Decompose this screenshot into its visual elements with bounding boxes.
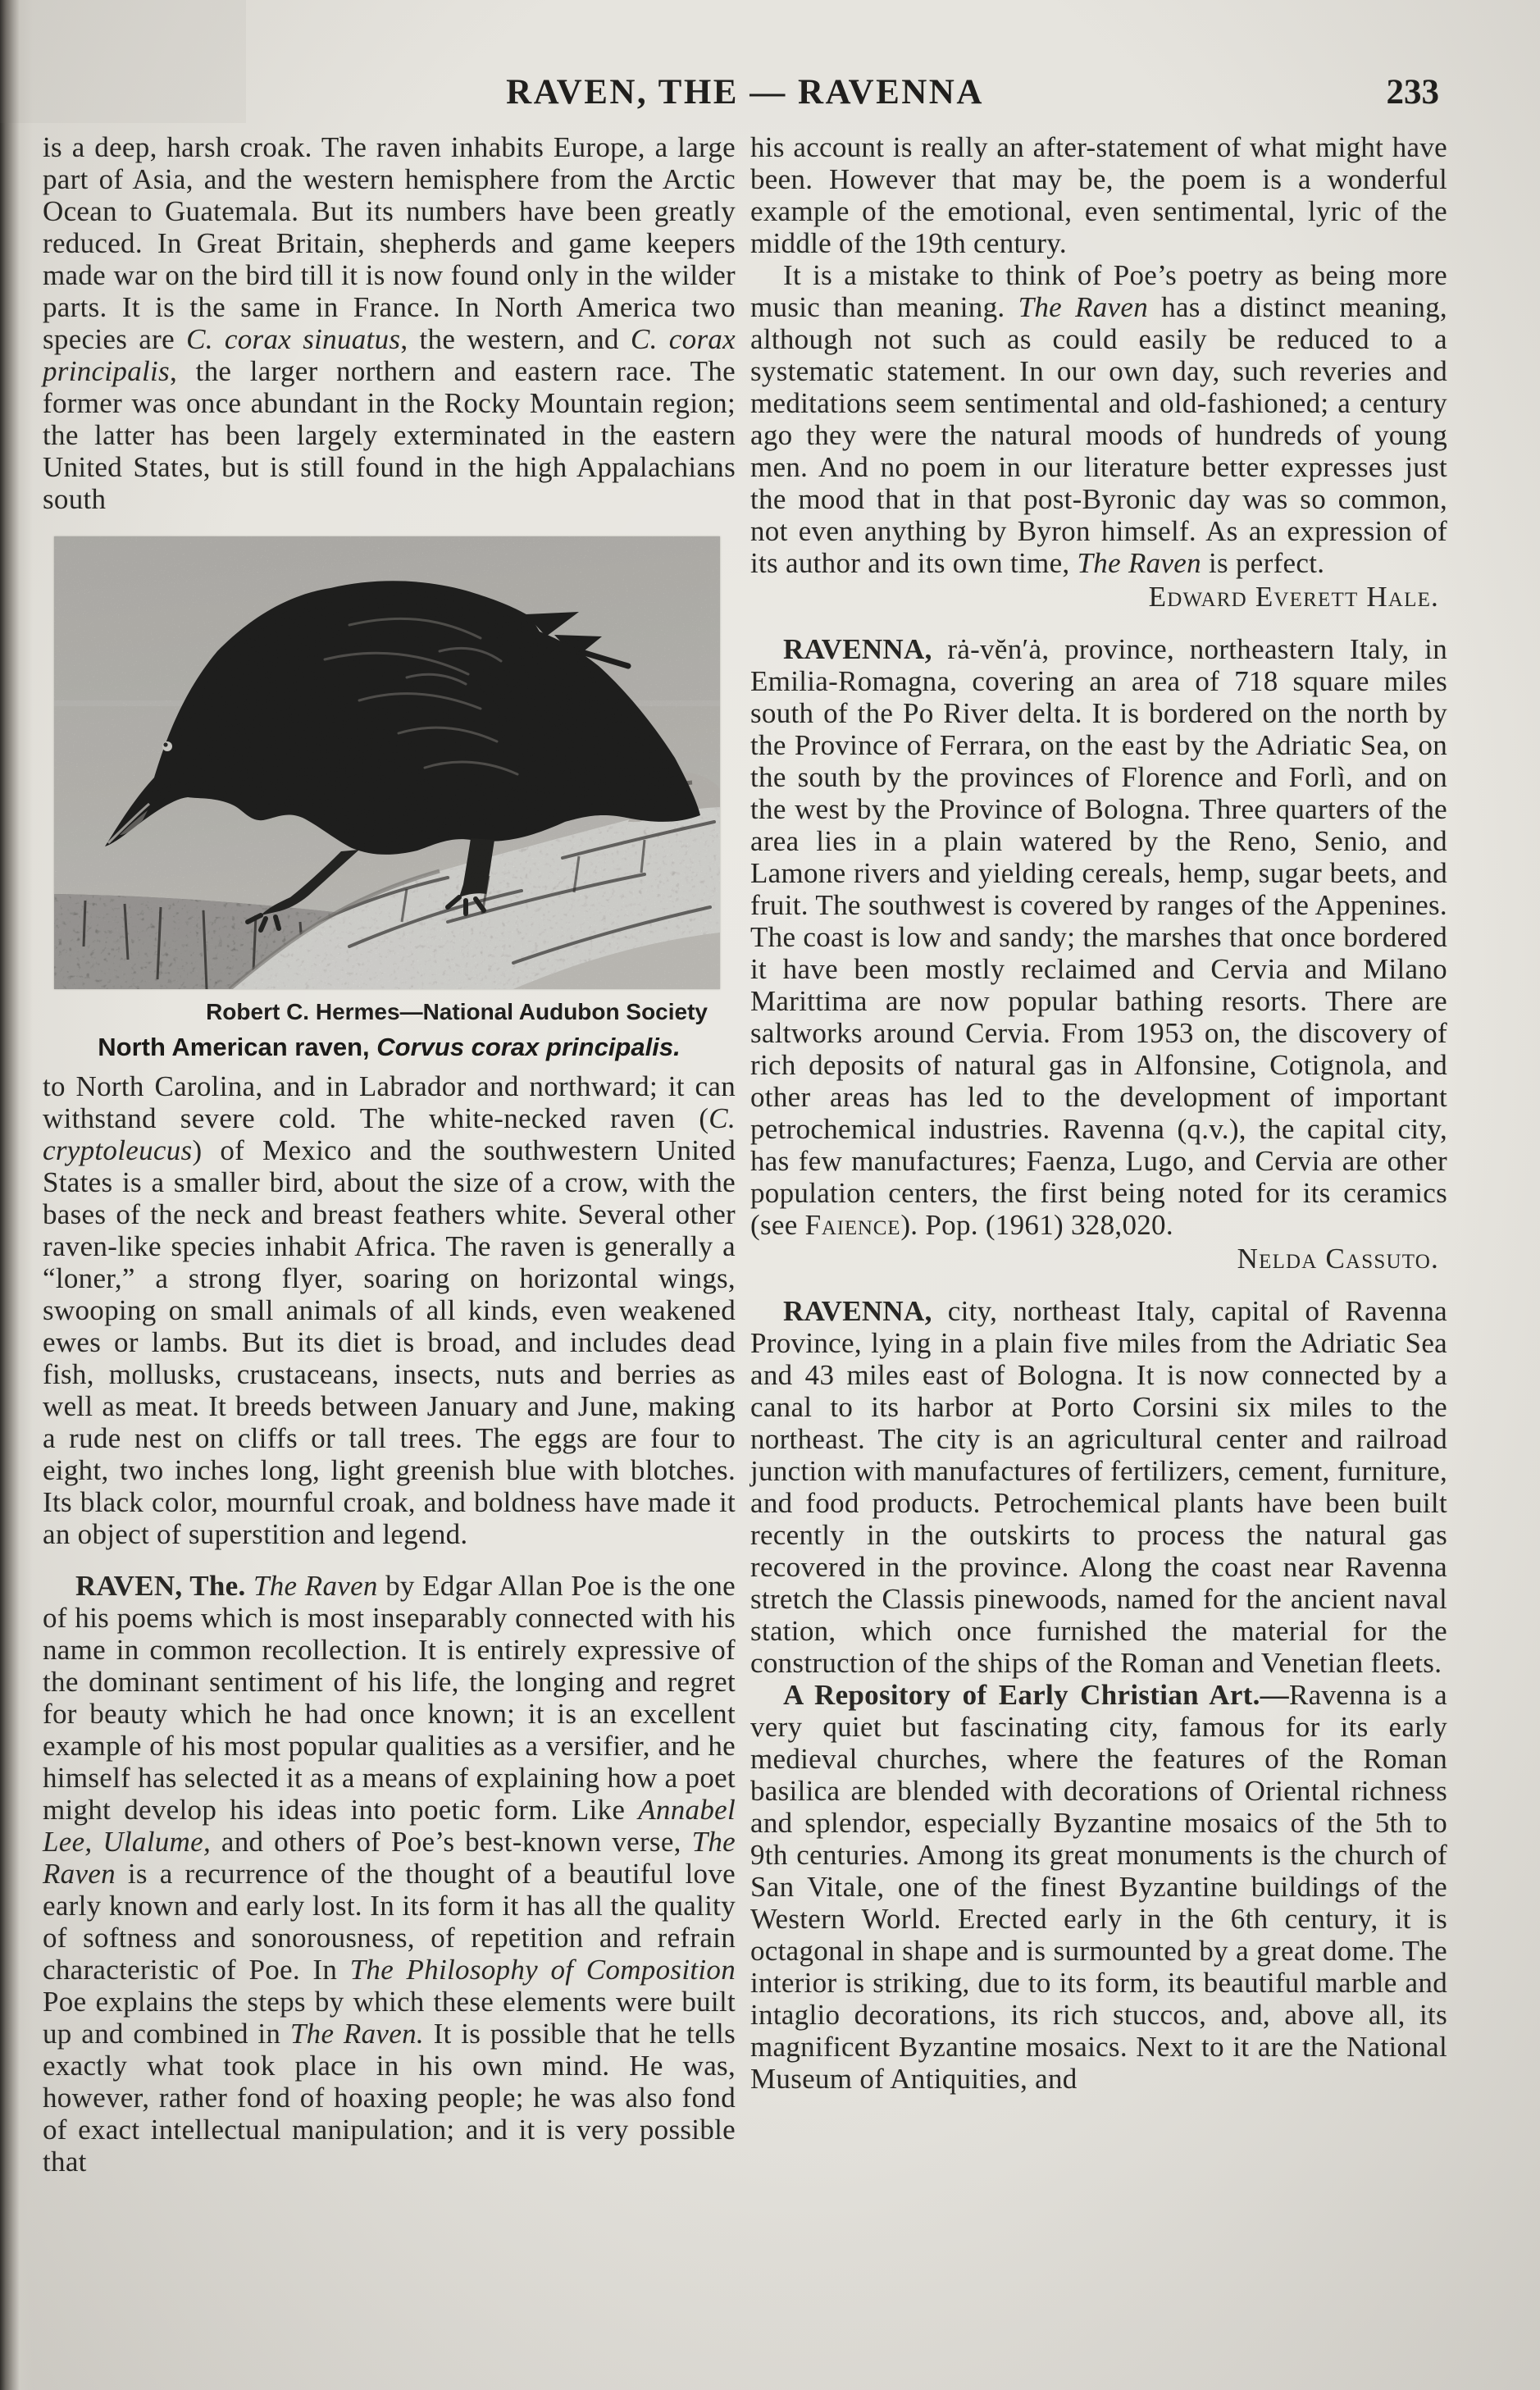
running-header	[43, 72, 1447, 123]
entry-ravenna-province: RAVENNA, rȧ-vĕn′ȧ, province, northeastern Italy, in Emilia-Romagna, covering an area of 718 square miles south of the Po River delta. It is bordered on the north by the Province of Ferrara, on the east by the Adriatic Sea, on the south by the provinces of Florence and Forlì, and on the west by the Province of Bologna. Three quarters of the area lies in a plain watered by the Reno, Senio, and Lamone rivers and yielding cereals, hemp, sugar beets, and fruit. The southwest is covered by ranges of the Appenines. The coast is low and sandy; the marshes that once bordered it have been mostly reclaimed and Cervia and Milano Marittima are now popular bathing resorts. There are saltworks around Cervia. From 1953 on, the discovery of rich deposits of natural gas in Alfonsine, Cotignola, and other areas has led to the development of important petrochemical industries. Ravenna (q.v.), the capital city, has few manufactures; Faenza, Lugo, and Cervia are other population centers, the first being noted for its ceramics (see Faience). Pop. (1961) 328,020.	[750, 633, 1447, 1241]
raven-photo-figure	[43, 536, 736, 1062]
photo-caption-block	[43, 999, 736, 1062]
paragraph-raven-habitat: is a deep, harsh croak. The raven inhabits Europe, a large part of Asia, and the western hemisphere from the Arctic Ocean to Guatemala. But its numbers have been greatly reduced. In Great Britain, shepherds and game keepers made war on the bird till it is now found only in the wilder parts. It is the same in France. In North America two species are C. corax sinuatus, the western, and C. corax principalis, the larger northern and eastern race. The former was once abundant in the Rocky Mountain region; the latter has been largely exterminated in the eastern United States, but is still found in the high Appalachians south	[43, 131, 736, 515]
photo-credit: Robert C. Hermes—National Audubon Society	[206, 999, 708, 1024]
raven-photo	[54, 536, 720, 989]
book-binding-shadow	[0, 0, 33, 2390]
entry-raven-the: RAVEN, The. The Raven by Edgar Allan Poe is the one of his poems which is most inseparably connected with his name in common recollection. It is entirely expressive of the dominant sentiment of his life, the longing and regret for beauty which he had once known; it is an excellent example of his most popular qualities as a versifier, and he himself has selected it as a means of explaining how a poet might develop his ideas into poetic form. Like Annabel Lee, Ulalume, and others of Poe’s best-known verse, The Raven is a recurrence of the thought of a beautiful love early known and early lost. In its form it has all the quality of softness and sonorousness, of repetition and refrain characteristic of Poe. In The Philosophy of Composition Poe explains the steps by which these elements were built up and combined in The Raven. It is possible that he tells exactly what took place in his own mind. He was, however, rather fond of hoaxing people; he was also fond of exact intellectual manipulation; and it is very possible that	[43, 1570, 736, 2178]
paragraph-raven-range: to North Carolina, and in Labrador and northward; it can withstand severe cold. The white-necked raven (C. cryptoleucus) of Mexico and the southwestern United States is a smaller bird, about the size of a crow, with the bases of the neck and breast feathers white. Several other raven-like species inhabit Africa. The raven is generally a “loner,” a strong flyer, soaring on horizontal wings, swooping on small animals of all kinds, even weakened ewes or lambs. But its diet is broad, and includes dead fish, mollusks, crustaceans, insects, nuts and berries as well as meat. It breeds between January and June, making a rude nest on cliffs or tall trees. The eggs are four to eight, two inches long, light greenish blue with blotches. Its black color, mournful croak, and boldness have made it an object of superstition and legend.	[43, 1070, 736, 1550]
paragraph-raven-the-continuation: his account is really an after-statement of what might have been. However that may be, the poem is a wonderful example of the emotional, even sentimental, lyric of the middle of the 19th century.	[750, 131, 1447, 259]
byline-edward-everett-hale: Edward Everett Hale.	[1148, 581, 1439, 613]
two-column-text-block	[43, 131, 1447, 2178]
byline-nelda-cassuto: Nelda Cassuto.	[1237, 1243, 1439, 1275]
paragraph-repository-early-christian-art: A Repository of Early Christian Art.—Ravenna is a very quiet but fascinating city, famous for its early medieval churches, where the features of the Roman basilica are blended with decorations of Oriental richness and splendor, especially Byzantine mosaics of the 5th to 9th centuries. Among its great monuments is the church of San Vitale, one of the finest Byzantine buildings of the Western World. Erected early in the 6th century, it is octagonal in shape and is surmounted by a great dome. The interior is striking, due to its form, its beautiful marble and intaglio decorations, its rich stuccos, and, above all, its magnificent Byzantine mosaics. Next to it are the National Museum of Antiquities, and	[750, 1679, 1447, 2095]
paragraph-poe-meaning: It is a mistake to think of Poe’s poetry as being more music than meaning. The Raven has a distinct meaning, although not such as could easily be reduced to a systematic statement. In our own day, such reveries and meditations seem sentimental and old-fashioned; a century ago they were the natural moods of hundreds of young men. And no poem in our literature better expresses just the mood that in that post-Byronic day was so common, not even anything by Byron himself. As an expression of its author and its own time, The Raven is perfect.	[750, 259, 1447, 579]
page-title: RAVEN, THE — RAVENNA	[506, 73, 984, 112]
entry-ravenna-city: RAVENNA, city, northeast Italy, capital of Ravenna Province, lying in a plain five miles from the Adriatic Sea and 43 miles east of Bologna. It is now connected by a canal to its harbor at Porto Corsini six miles to the northeast. The city is an agricultural center and railroad junction with manufactures of fertilizers, cement, furniture, and food products. Petrochemical plants have been built recently in the outskirts to process the natural gas recovered in the province. Along the coast near Ravenna stretch the Classis pinewoods, named for the ancient naval station, which once furnished the material for the construction of the ships of the Roman and Venetian fleets.	[750, 1295, 1447, 1679]
left-column	[43, 131, 736, 2178]
page-number: 233	[1386, 73, 1439, 112]
photo-caption: North American raven, Corvus corax principalis.	[98, 1033, 681, 1061]
right-column	[750, 131, 1447, 2178]
raven-photo-illustration	[54, 536, 720, 989]
